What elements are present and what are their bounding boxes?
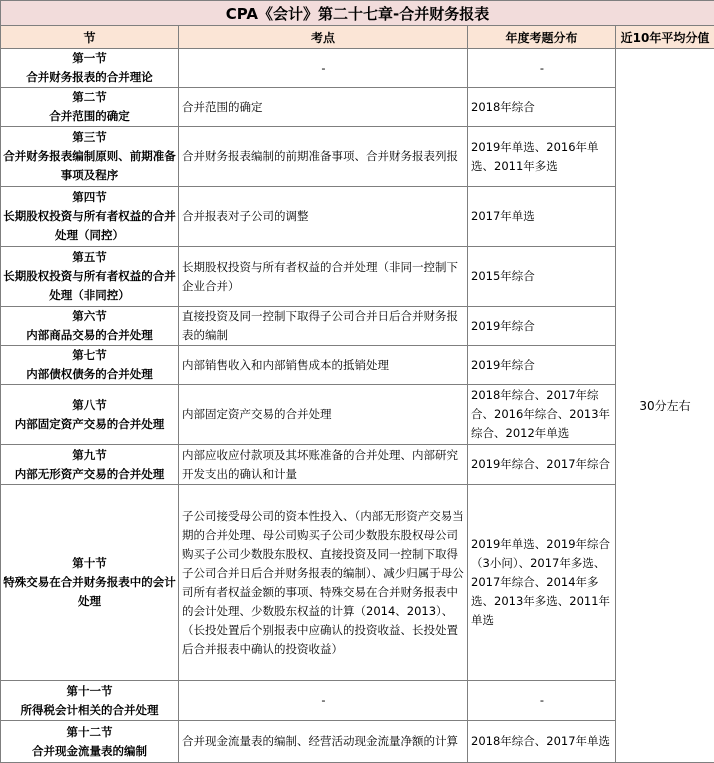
section-cell xyxy=(1,346,179,385)
points-cell: 内部应收应付款项及其坏账准备的合并处理、内部研究开发支出的确认和计量 xyxy=(179,445,468,485)
section-number: 第八节 xyxy=(3,396,176,415)
section-name: 所得税会计相关的合并处理 xyxy=(3,701,176,720)
section-number: 第九节 xyxy=(3,446,176,465)
section-name: 合并现金流量表的编制 xyxy=(3,742,176,761)
table-row xyxy=(1,385,714,445)
section-number: 第四节 xyxy=(3,188,176,207)
table-row xyxy=(1,307,714,346)
years-cell: 2019年综合 xyxy=(468,307,616,346)
header-section: 节 xyxy=(1,26,179,49)
years-cell: 2015年综合 xyxy=(468,247,616,307)
years-cell: 2017年单选 xyxy=(468,187,616,247)
table-row xyxy=(1,346,714,385)
section-name: 内部债权债务的合并处理 xyxy=(3,365,176,384)
points-cell: 长期股权投资与所有者权益的合并处理（非同一控制下企业合并） xyxy=(179,247,468,307)
points-cell: 合并报表对子公司的调整 xyxy=(179,187,468,247)
years-cell: 2018年综合 xyxy=(468,88,616,127)
section-cell xyxy=(1,307,179,346)
table-row xyxy=(1,49,714,88)
points-cell: 内部固定资产交易的合并处理 xyxy=(179,385,468,445)
years-cell: - xyxy=(468,49,616,88)
years-cell: 2018年综合、2017年综合、2016年综合、2013年综合、2012年单选 xyxy=(468,385,616,445)
section-cell xyxy=(1,187,179,247)
section-cell xyxy=(1,681,179,721)
table-row xyxy=(1,681,714,721)
table-row xyxy=(1,721,714,763)
section-number: 第二节 xyxy=(3,88,176,107)
section-number: 第五节 xyxy=(3,248,176,267)
table-row xyxy=(1,127,714,187)
section-name: 合并财务报表的合并理论 xyxy=(3,68,176,87)
table-title: CPA《会计》第二十七章-合并财务报表 xyxy=(1,1,714,26)
section-name: 合并财务报表编制原则、前期准备事项及程序 xyxy=(3,147,176,185)
header-avg: 近10年平均分值 xyxy=(616,26,714,49)
section-name: 内部固定资产交易的合并处理 xyxy=(3,415,176,434)
section-name: 长期股权投资与所有者权益的合并处理（非同控） xyxy=(3,267,176,305)
points-cell: 子公司接受母公司的资本性投入、（内部无形资产交易当期的合并处理、母公司购买子公司少数股东股权母公司购买子公司少数股东股权、直接投资及同一控制下取得子公司合并日后合并财务报表的编制）、减少归属于母公司所有者权益金额的事项、特殊交易在合并财务报表中的会计处理、少数股东权益的计算（2014、2013）、（长投处置后个别报表中应确认的投资收益、长投处置后合并报表中确认的投资收益） xyxy=(179,485,468,681)
years-cell: 2018年综合、2017年单选 xyxy=(468,721,616,763)
section-cell xyxy=(1,88,179,127)
header-points: 考点 xyxy=(179,26,468,49)
points-cell: 内部销售收入和内部销售成本的抵销处理 xyxy=(179,346,468,385)
table-row xyxy=(1,247,714,307)
section-cell xyxy=(1,445,179,485)
years-cell: 2019年综合、2017年综合 xyxy=(468,445,616,485)
table-row xyxy=(1,445,714,485)
section-name: 长期股权投资与所有者权益的合并处理（同控） xyxy=(3,207,176,245)
section-name: 内部无形资产交易的合并处理 xyxy=(3,465,176,484)
points-cell: - xyxy=(179,681,468,721)
section-name: 特殊交易在合并财务报表中的会计处理 xyxy=(3,573,176,611)
years-cell: 2019年单选、2019年综合（3小问）、2017年多选、2017年综合、2014年多选、2013年多选、2011年单选 xyxy=(468,485,616,681)
points-cell: 直接投资及同一控制下取得子公司合并日后合并财务报表的编制 xyxy=(179,307,468,346)
years-cell: - xyxy=(468,681,616,721)
section-number: 第六节 xyxy=(3,307,176,326)
avg-score-cell: 30分左右 xyxy=(616,49,714,763)
points-cell: 合并范围的确定 xyxy=(179,88,468,127)
section-number: 第十一节 xyxy=(3,682,176,701)
section-cell xyxy=(1,485,179,681)
section-name: 合并范围的确定 xyxy=(3,107,176,126)
section-cell xyxy=(1,247,179,307)
years-cell: 2019年综合 xyxy=(468,346,616,385)
section-cell xyxy=(1,49,179,88)
section-number: 第十节 xyxy=(3,554,176,573)
section-number: 第七节 xyxy=(3,346,176,365)
header-years: 年度考题分布 xyxy=(468,26,616,49)
table-row xyxy=(1,88,714,127)
table-row xyxy=(1,485,714,681)
table-row xyxy=(1,187,714,247)
section-cell xyxy=(1,385,179,445)
section-number: 第三节 xyxy=(3,128,176,147)
points-cell: 合并现金流量表的编制、经营活动现金流量净额的计算 xyxy=(179,721,468,763)
section-name: 内部商品交易的合并处理 xyxy=(3,326,176,345)
points-cell: - xyxy=(179,49,468,88)
section-number: 第十二节 xyxy=(3,723,176,742)
section-number: 第一节 xyxy=(3,49,176,68)
section-cell xyxy=(1,127,179,187)
years-cell: 2019年单选、2016年单选、2011年多选 xyxy=(468,127,616,187)
section-cell xyxy=(1,721,179,763)
points-cell: 合并财务报表编制的前期准备事项、合并财务报表列报 xyxy=(179,127,468,187)
